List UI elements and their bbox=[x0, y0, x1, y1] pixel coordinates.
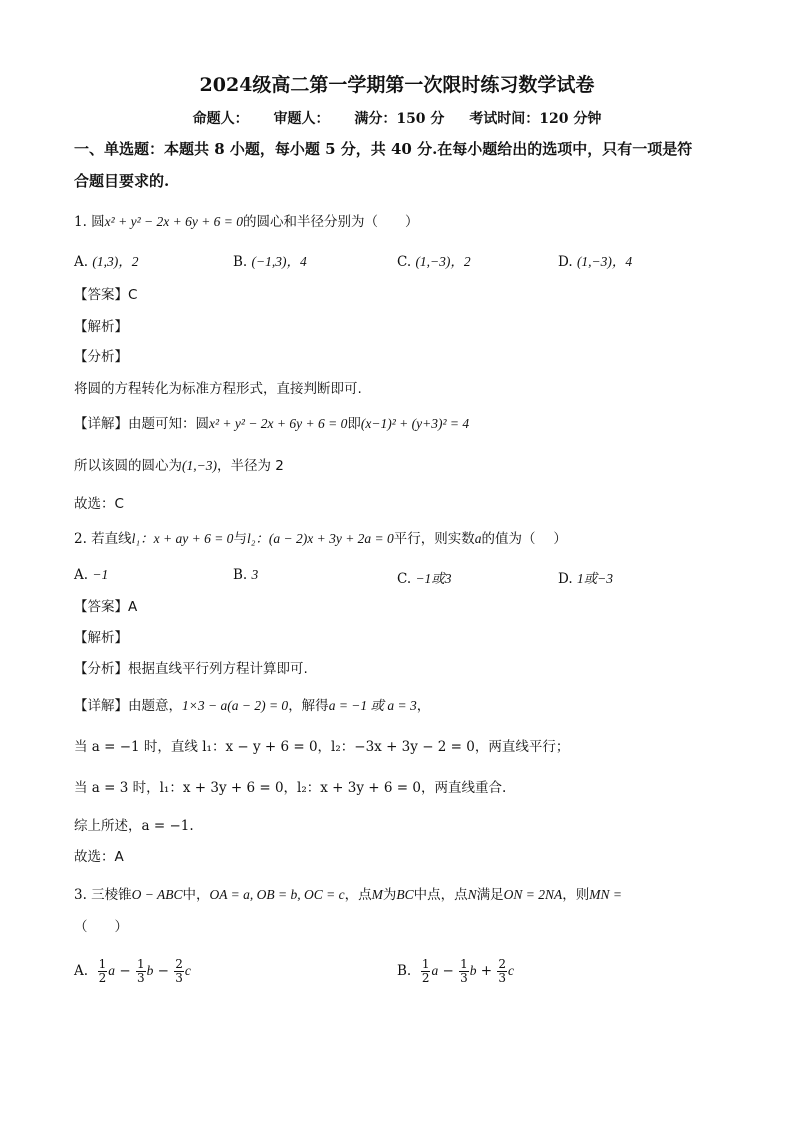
exam-meta bbox=[0, 108, 794, 128]
time-label: 考试时间：120 分钟 bbox=[469, 111, 602, 127]
q1-conclusion: 所以该圆的圆心为(1,−3)，半径为 2 bbox=[74, 458, 284, 474]
q3-option-b: B. $\frac{1}{2}$ a − $\frac{1}{3}$ b + $\frac{2}{3}$ c bbox=[397, 957, 515, 985]
q2-stem: 2. 若直线l₁：x + ay + 6 = 0与l₂：(a − 2)x + 3y + 2a = 0平行，则实数a的值为（ ） bbox=[74, 531, 567, 547]
q2-analysis-tag: 【解析】 bbox=[74, 630, 128, 646]
q1-fenxi-text: 将圆的方程转化为标准方程形式，直接判断即可. bbox=[74, 381, 362, 397]
q1-equation: x² + y² − 2x + 6y + 6 = 0 bbox=[104, 214, 244, 229]
q1-option-d: D. (1,−3)，4 bbox=[558, 254, 633, 270]
q2-choice: 故选：A bbox=[74, 849, 124, 865]
q2-detail: 【详解】由题意，1×3 − a(a − 2) = 0，解得a = −1 或 a = 3， bbox=[74, 698, 431, 714]
q2-summary: 综上所述，a = −1. bbox=[74, 818, 194, 834]
q1-fenxi-tag: 【分析】 bbox=[74, 349, 128, 365]
score-label: 满分：150 分 bbox=[354, 111, 445, 127]
reviewer-label: 审题人： bbox=[273, 111, 330, 127]
section-heading-line2: 合题目要求的. bbox=[74, 172, 170, 190]
q1-option-a: A. (1,3)，2 bbox=[74, 254, 139, 270]
q3-paren: （ ） bbox=[74, 919, 128, 935]
q2-answer: 【答案】A bbox=[74, 599, 138, 615]
q1-option-b: B. (−1,3)，4 bbox=[233, 254, 307, 270]
q2-option-d: D. 1或−3 bbox=[558, 571, 614, 587]
section-heading-line1: 一、单选题：本题共 8 小题，每小题 5 分，共 40 分.在每小题给出的选项中，只有一项是符 bbox=[74, 140, 693, 158]
exam-title: 2024级高二第一学期第一次限时练习数学试卷 bbox=[199, 74, 595, 96]
q2-fenxi: 【分析】根据直线平行列方程计算即可. bbox=[74, 661, 308, 677]
q2-option-a: A. −1 bbox=[74, 567, 109, 583]
q1-detail: 【详解】由题可知：圆x² + y² − 2x + 6y + 6 = 0即(x−1)² + (y+3)² = 4 bbox=[74, 416, 470, 432]
q2-case1: 当 a = −1 时，直线 l₁：x − y + 6 = 0，l₂：−3x + 3y − 2 = 0，两直线平行； bbox=[74, 739, 570, 755]
q2-option-c: C. −1或3 bbox=[397, 571, 452, 587]
q3-option-a: A. $\frac{1}{2}$ a − $\frac{1}{3}$ b − $\frac{2}{3}$ c bbox=[74, 957, 191, 985]
q1-stem-tail: 的圆心和半径分别为（ ） bbox=[243, 214, 419, 230]
q3-stem: 3. 三棱锥O − ABC中，OA = a, OB = b, OC = c，点M为BC中点，点N满足ON = 2NA，则MN = bbox=[74, 887, 623, 903]
q1-option-c: C. (1,−3)，2 bbox=[397, 254, 471, 270]
q2-case2: 当 a = 3 时，l₁：x + 3y + 6 = 0，l₂：x + 3y + 6 = 0，两直线重合. bbox=[74, 780, 507, 796]
author-label: 命题人： bbox=[192, 111, 249, 127]
q1-answer: 【答案】C bbox=[74, 287, 138, 303]
q1-choice: 故选：C bbox=[74, 496, 124, 512]
q2-option-b: B. 3 bbox=[233, 567, 259, 583]
q1-analysis-tag: 【解析】 bbox=[74, 319, 128, 335]
q1-stem bbox=[74, 213, 419, 231]
q1-number: 1. 圆 bbox=[74, 214, 105, 230]
